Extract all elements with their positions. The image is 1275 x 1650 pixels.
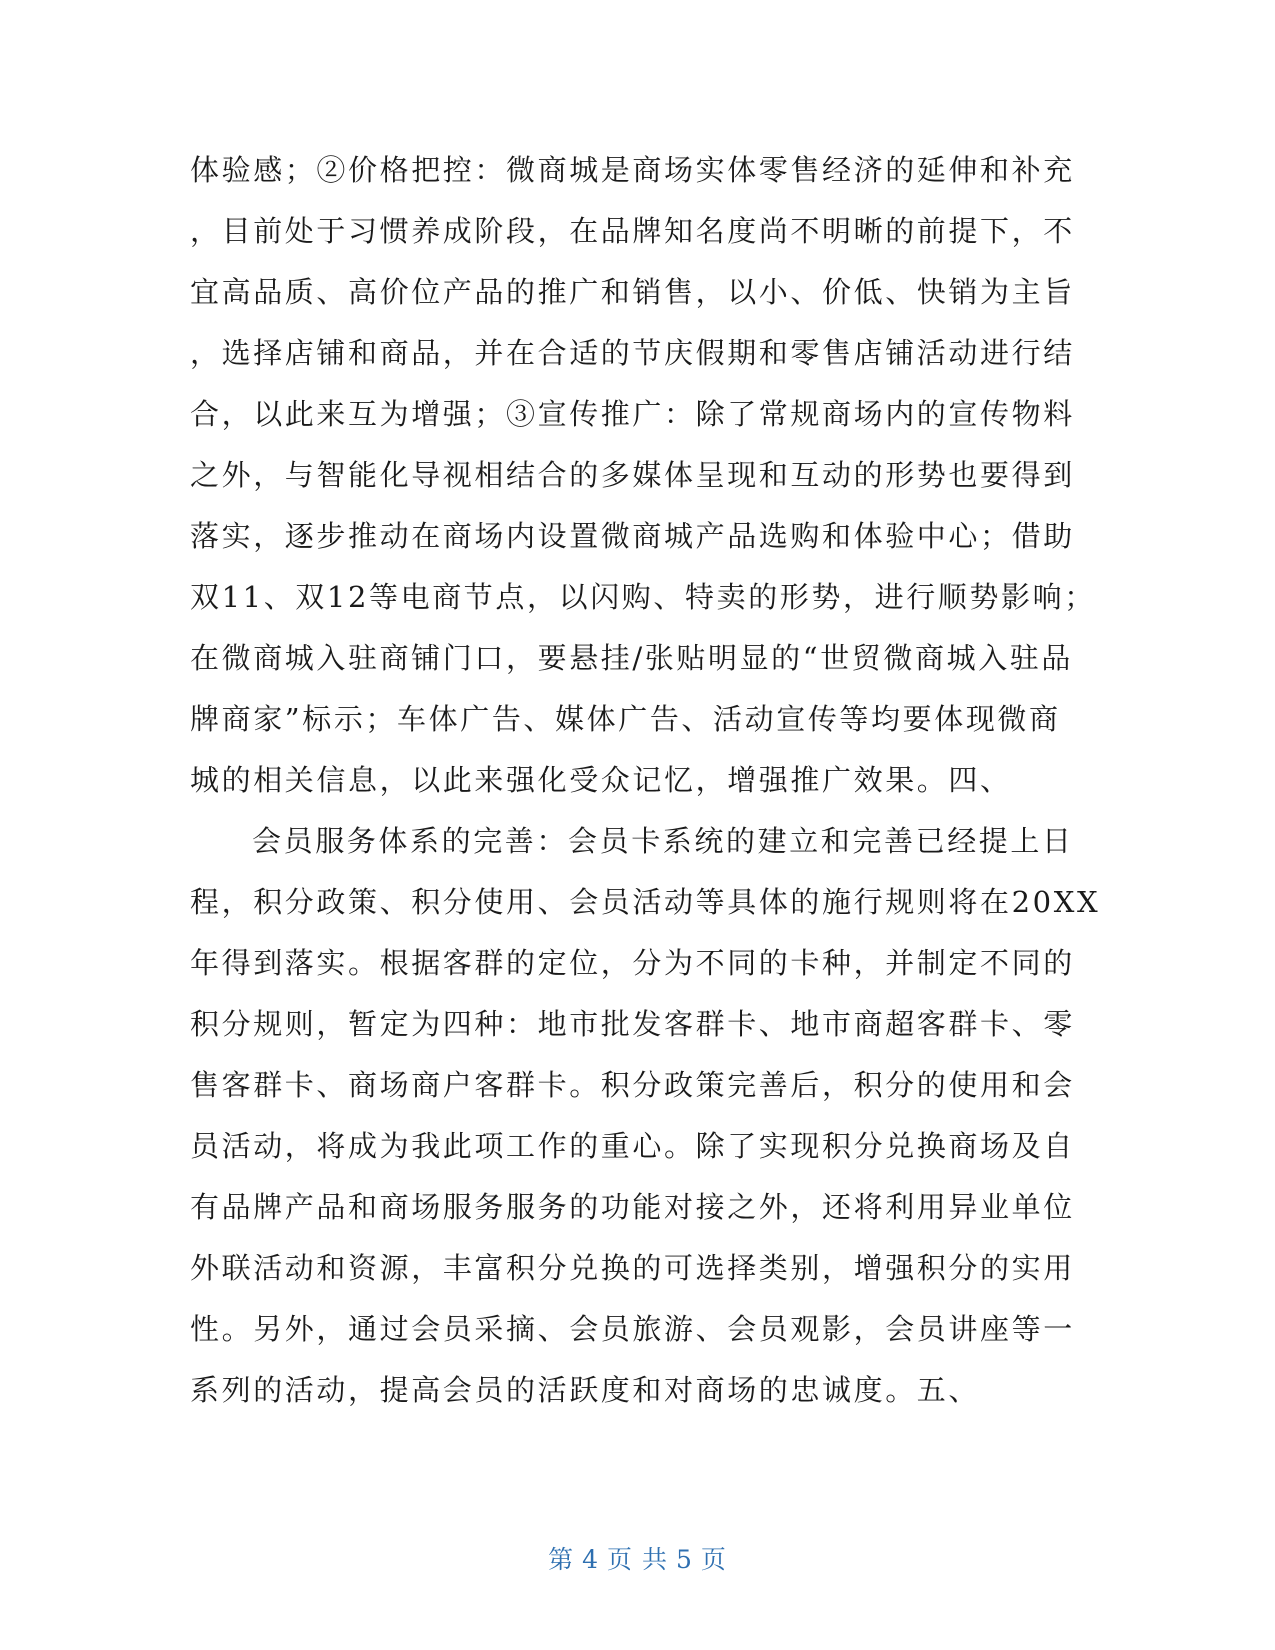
text-line: 牌商家”标示；车体广告、媒体广告、活动宣传等均要体现微商 [190,702,1061,736]
text-line: ，目前处于习惯养成阶段，在品牌知名度尚不明晰的前提下，不 [190,214,1075,248]
text-line: 有品牌产品和商场服务服务的功能对接之外，还将利用异业单位 [190,1190,1075,1224]
footer-prefix: 第 [548,1545,575,1574]
text-line: 性。另外，通过会员采摘、会员旅游、会员观影，会员讲座等一 [190,1312,1075,1346]
text-line: ，选择店铺和商品，并在合适的节庆假期和零售店铺活动进行结 [190,336,1075,370]
page-footer [0,1540,1275,1576]
text-line: 年得到落实。根据客群的定位，分为不同的卡种，并制定不同的 [190,946,1075,980]
text-line: 宜高品质、高价位产品的推广和销售，以小、价低、快销为主旨 [190,275,1075,309]
text-line-indented: 会员服务体系的完善：会员卡系统的建立和完善已经提上日 [252,824,1074,858]
body-text [190,140,1101,1421]
text-line: 系列的活动，提高会员的活跃度和对商场的忠诚度。五、 [190,1373,981,1407]
footer-suffix: 页 [700,1545,727,1574]
text-line: 体验感；②价格把控：微商城是商场实体零售经济的延伸和补充 [190,153,1075,187]
text-line: 售客群卡、商场商户客群卡。积分政策完善后，积分的使用和会 [190,1068,1075,1102]
text-line: 员活动，将成为我此项工作的重心。除了实现积分兑换商场及自 [190,1129,1075,1163]
footer-current-page: 4 [582,1545,600,1574]
text-line: 外联活动和资源，丰富积分兑换的可选择类别，增强积分的实用 [190,1251,1075,1285]
text-line: 城的相关信息，以此来强化受众记忆，增强推广效果。四、 [190,763,1012,797]
text-line: 积分规则，暂定为四种：地市批发客群卡、地市商超客群卡、零 [190,1007,1075,1041]
text-line: 在微商城入驻商铺门口，要悬挂/张贴明显的“世贸微商城入驻品 [190,641,1073,675]
text-line: 落实，逐步推动在商场内设置微商城产品选购和体验中心；借助 [190,519,1075,553]
footer-middle: 页 共 [607,1545,668,1574]
text-line: 之外，与智能化导视相结合的多媒体呈现和互动的形势也要得到 [190,458,1075,492]
text-line: 程，积分政策、积分使用、会员活动等具体的施行规则将在20XX [190,885,1101,919]
text-line: 合，以此来互为增强；③宣传推广：除了常规商场内的宣传物料 [190,397,1075,431]
footer-total-pages: 5 [675,1545,693,1574]
text-line: 双11、双12等电商节点，以闪购、特卖的形势，进行顺势影响； [190,580,1096,614]
